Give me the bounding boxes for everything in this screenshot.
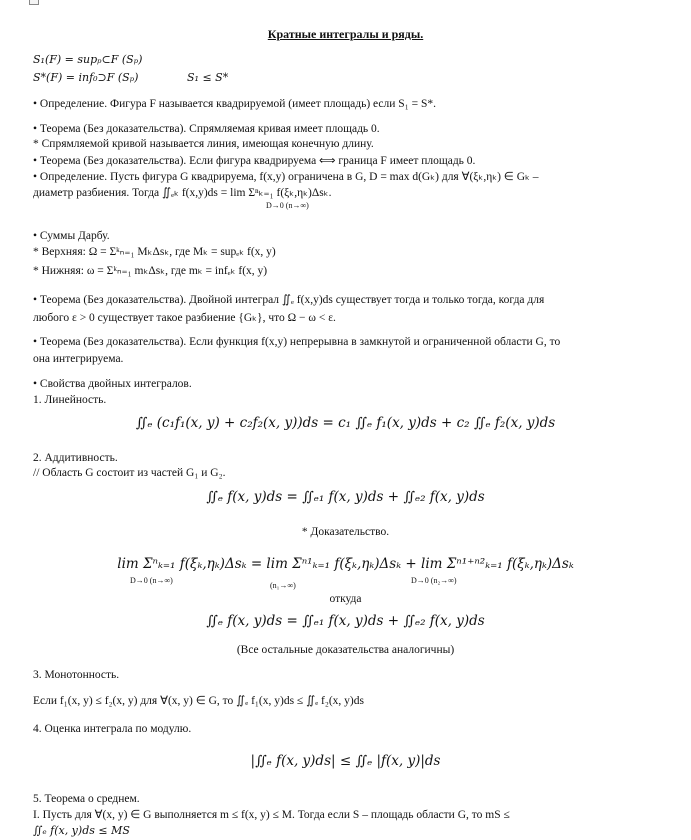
limit-subscript-2: (n₁→∞) — [270, 581, 296, 590]
theorem-rectifiable: • Теорема (Без доказательства). Спрямляемая кривая имеет площадь 0. — [33, 123, 380, 135]
proof-heading: * Доказательство. — [301, 526, 390, 538]
whence-word: откуда — [329, 593, 362, 605]
theorem-continuity-line2: она интегрируема. — [33, 353, 124, 365]
formula-s-upper: S*(F) = inf₀⊃F (Sₚ) — [33, 71, 139, 84]
darboux-lower: * Нижняя: ω = Σᵏₙ₌₁ mₖΔsₖ, где mₖ = infₑₖ f(x, y) — [33, 265, 268, 277]
theorem-boundary: • Теорема (Без доказательства). Если фигура квадрируема ⟺ граница F имеет площадь 0. — [33, 155, 476, 167]
formula-s-inequality: S₁ ≤ S* — [187, 71, 229, 84]
definition-integral-line1: • Определение. Пусть фигура G квадрируема, f(x,y) ограничена в G, D = max d(Gₖ) для ∀(ξₖ,ηₖ) ∈ Gₖ – — [33, 171, 539, 183]
note-rectifiable: * Спрямляемой кривой называется линия, имеющая конечную длину. — [33, 138, 374, 150]
formula-linearity: ∬ₑ (c₁f₁(x, y) + c₂f₂(x, y))ds = c₁ ∬ₑ f₁(x, y)ds + c₂ ∬ₑ f₂(x, y)ds — [135, 415, 556, 431]
property-monotonicity: 3. Монотонность. — [33, 669, 120, 681]
theorem-existence-line2: любого ε > 0 существует такое разбиение {Gₖ}, что Ω − ω < ε. — [33, 312, 336, 324]
page-title: Кратные интегралы и ряды. — [267, 27, 424, 41]
formula-s-lower: S₁(F) = supₚ⊂F (Sₚ) — [33, 53, 143, 66]
formula-additivity: ∬ₑ f(x, y)ds = ∬ₑ₁ f(x, y)ds + ∬ₑ₂ f(x, y)ds — [206, 489, 485, 505]
property-modulus-estimate: 4. Оценка интеграла по модулю. — [33, 723, 192, 735]
darboux-upper: * Верхняя: Ω = Σᵏₙ₌₁ MₖΔsₖ, где Mₖ = supₑₖ f(x, y) — [33, 246, 276, 258]
additivity-note: // Область G состоит из частей G₁ и G₂. — [33, 467, 226, 479]
limit-subscript-1: D→0 (n→∞) — [130, 576, 173, 585]
layout-marker — [29, 0, 39, 5]
monotonicity-statement: Если f₁(x, y) ≤ f₂(x, y) для ∀(x, y) ∈ G, то ∬ₑ f₁(x, y)ds ≤ ∬ₑ f₂(x, y)ds — [33, 695, 364, 707]
definition-integral-line2: диаметр разбиения. Тогда ∬ₑₖ f(x,y)ds = lim Σⁿₖ₌₁ f(ξₖ,ηₖ)Δsₖ. — [33, 187, 332, 199]
mean-value-line1: I. Пусть для ∀(x, y) ∈ G выполняется m ≤ f(x, y) ≤ M. Тогда если S – площадь области G, то mS ≤ — [33, 809, 510, 821]
mean-value-line2: ∬ₑ f(x, y)ds ≤ MS — [33, 824, 130, 837]
theorem-existence-line1: • Теорема (Без доказательства). Двойной интеграл ∬ₑ f(x,y)ds существует тогда и только тогда, когда для — [33, 294, 545, 306]
property-linearity: 1. Линейность. — [33, 394, 107, 406]
formula-additivity-result: ∬ₑ f(x, y)ds = ∬ₑ₁ f(x, y)ds + ∬ₑ₂ f(x, y)ds — [206, 613, 485, 629]
remaining-proofs-note: (Все остальные доказательства аналогичны) — [236, 644, 455, 656]
limit-subscript: D→0 (n→∞) — [266, 201, 309, 210]
property-additivity: 2. Аддитивность. — [33, 452, 118, 464]
darboux-heading: • Суммы Дарбу. — [33, 230, 110, 242]
properties-heading: • Свойства двойных интегралов. — [33, 378, 192, 390]
property-mean-value: 5. Теорема о среднем. — [33, 793, 140, 805]
theorem-continuity-line1: • Теорема (Без доказательства). Если функция f(x,y) непрерывна в замкнутой и ограниченной области G, то — [33, 336, 561, 348]
definition-quadrable: • Определение. Фигура F называется квадрируемой (имеет площадь) если S₁ = S*. — [33, 98, 436, 110]
limit-subscript-3: D→0 (n₂→∞) — [411, 576, 457, 585]
formula-proof-limits: lim Σⁿₖ₌₁ f(ξₖ,ηₖ)Δsₖ = lim Σⁿ¹ₖ₌₁ f(ξₖ,ηₖ)Δsₖ + lim Σⁿ¹⁺ⁿ²ₖ₌₁ f(ξₖ,ηₖ)Δsₖ — [117, 556, 574, 572]
formula-modulus-estimate: |∬ₑ f(x, y)ds| ≤ ∬ₑ |f(x, y)|ds — [250, 753, 441, 769]
